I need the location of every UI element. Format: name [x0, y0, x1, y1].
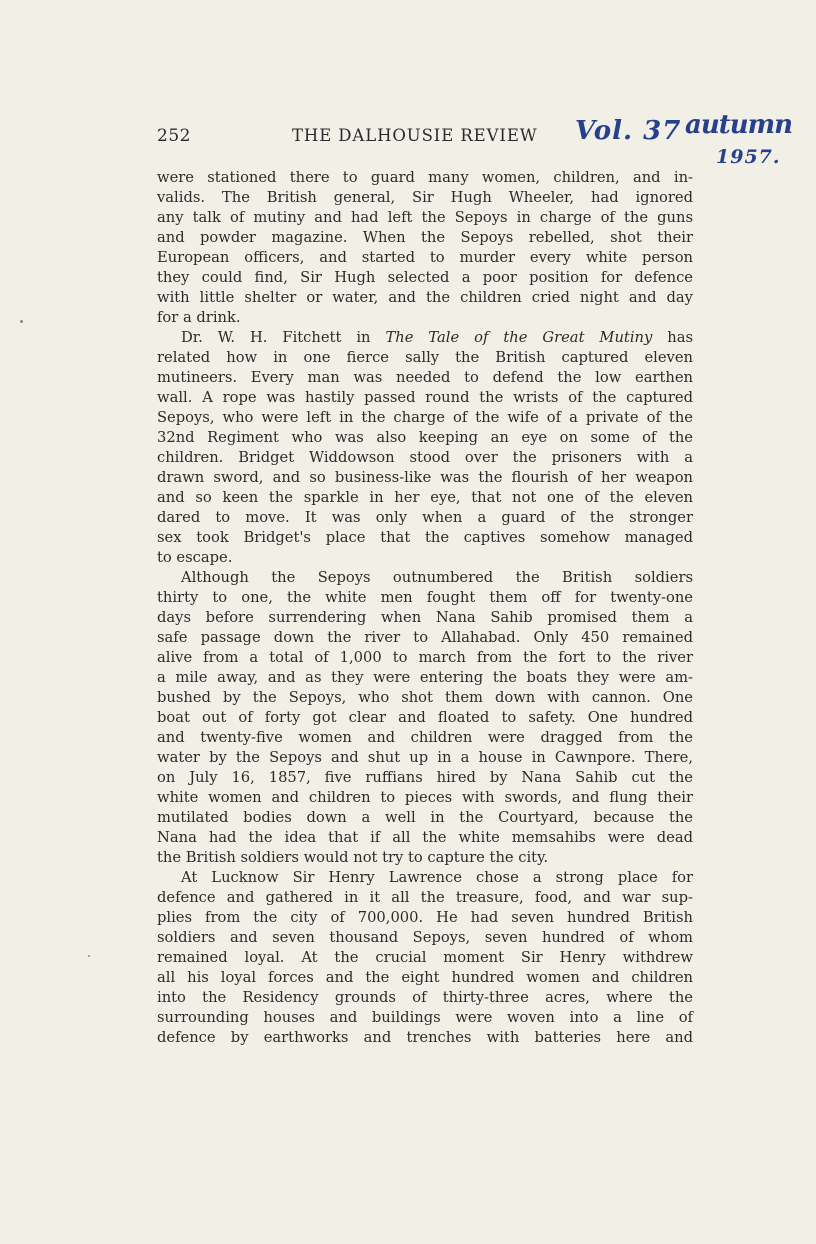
- text-line: bushed by the Sepoys, who shot them down with cannon. One: [157, 689, 693, 706]
- text-line: and so keen the sparkle in her eye, that not one of the eleven: [157, 489, 693, 506]
- text-line: surrounding houses and buildings were woven into a line of: [157, 1009, 693, 1026]
- text-line: defence by earthworks and trenches with batteries here and: [157, 1029, 693, 1046]
- text-line: children. Bridget Widdowson stood over the prisoners with a: [157, 449, 693, 466]
- text-line: with little shelter or water, and the children cried night and day: [157, 289, 693, 306]
- text-line: a mile away, and as they were entering the boats they were am-: [157, 669, 693, 686]
- text-line: were stationed there to guard many women, children, and in-: [157, 169, 693, 186]
- text-line: on July 16, 1857, five ruffians hired by Nana Sahib cut the: [157, 769, 693, 786]
- text-line: related how in one fierce sally the British captured eleven: [157, 349, 693, 366]
- text-line: safe passage down the river to Allahabad. Only 450 remained: [157, 629, 693, 646]
- text-line: remained loyal. At the crucial moment Sir Henry withdrew: [157, 949, 693, 966]
- margin-speck: [20, 320, 23, 323]
- text-line: wall. A rope was hastily passed round the wrists of the captured: [157, 389, 693, 406]
- journal-title: THE DALHOUSIE REVIEW: [292, 126, 538, 145]
- text-line: Although the Sepoys outnumbered the British soldiers: [181, 569, 693, 586]
- text-line: plies from the city of 700,000. He had seven hundred British: [157, 909, 693, 926]
- text-line: drawn sword, and so business-like was the flourish of her weapon: [157, 469, 693, 486]
- handwritten-volume-note: Vol. 37: [575, 116, 682, 146]
- book-title: The Tale of the Great Mutiny: [385, 329, 653, 346]
- citation-prefix: Dr. W. H. Fitchett in: [181, 329, 386, 346]
- text-line: and twenty-five women and children were dragged from the: [157, 729, 693, 746]
- citation-suffix: has: [652, 329, 693, 346]
- handwritten-season-note: autumn: [685, 110, 793, 140]
- text-line: for a drink.: [157, 309, 241, 326]
- margin-speck: [88, 955, 90, 957]
- text-line: soldiers and seven thousand Sepoys, seven hundred of whom: [157, 929, 693, 946]
- text-line: mutineers. Every man was needed to defend the low earthen: [157, 369, 693, 386]
- text-line: any talk of mutiny and had left the Sepoys in charge of the guns: [157, 209, 693, 226]
- text-line: days before surrendering when Nana Sahib promised them a: [157, 609, 693, 626]
- text-line: defence and gathered in it all the treasure, food, and war sup-: [157, 889, 693, 906]
- text-line: white women and children to pieces with swords, and flung their: [157, 789, 693, 806]
- text-line: into the Residency grounds of thirty-three acres, where the: [157, 989, 693, 1006]
- text-line: 32nd Regiment who was also keeping an eye on some of the: [157, 429, 693, 446]
- text-line: boat out of forty got clear and floated to safety. One hundred: [157, 709, 693, 726]
- text-line: European officers, and started to murder every white person: [157, 249, 693, 266]
- text-line: Sepoys, who were left in the charge of the wife of a private of the: [157, 409, 693, 426]
- text-line: thirty to one, the white men fought them off for twenty-one: [157, 589, 693, 606]
- text-line: Nana had the idea that if all the white memsahibs were dead: [157, 829, 693, 846]
- text-line: [157, 328, 693, 348]
- text-line: At Lucknow Sir Henry Lawrence chose a strong place for: [181, 869, 693, 886]
- text-line: sex took Bridget's place that the captives somehow managed: [157, 529, 693, 546]
- page-number: 252: [157, 126, 191, 146]
- text-line: the British soldiers would not try to capture the city.: [157, 849, 549, 866]
- text-line: water by the Sepoys and shut up in a house in Cawnpore. There,: [157, 749, 693, 766]
- text-line: alive from a total of 1,000 to march from the fort to the river: [157, 649, 693, 666]
- text-line: to escape.: [157, 549, 233, 566]
- article-body: [157, 168, 693, 1048]
- text-line: all his loyal forces and the eight hundred women and children: [157, 969, 693, 986]
- text-line: dared to move. It was only when a guard of the stronger: [157, 509, 693, 526]
- handwritten-year-note: 1957.: [716, 146, 781, 168]
- text-line: and powder magazine. When the Sepoys rebelled, shot their: [157, 229, 693, 246]
- text-line: mutilated bodies down a well in the Courtyard, because the: [157, 809, 693, 826]
- text-line: valids. The British general, Sir Hugh Wheeler, had ignored: [157, 189, 693, 206]
- text-line: they could find, Sir Hugh selected a poor position for defence: [157, 269, 693, 286]
